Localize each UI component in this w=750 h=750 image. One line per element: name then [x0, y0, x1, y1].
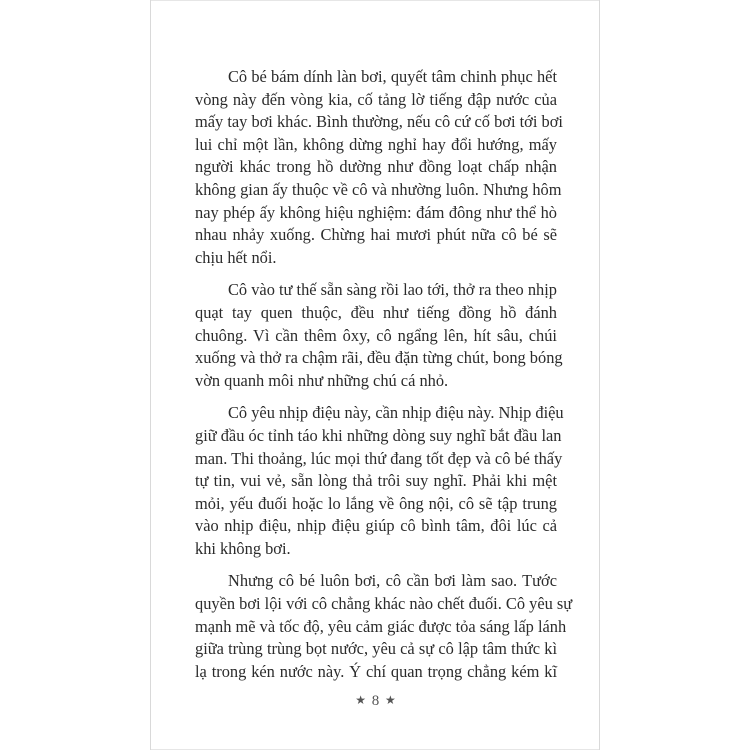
text-line: vào nhịp điệu, nhịp điệu giúp cô bình tâm, đôi lúc cả	[195, 516, 557, 536]
text-line: Cô yêu nhịp điệu này, cần nhịp điệu này. Nhịp điệu	[228, 403, 564, 423]
text-line: Cô bé bám dính làn bơi, quyết tâm chinh phục hết	[228, 67, 557, 86]
text-line: Cô vào tư thế sẵn sàng rồi lao tới, thở ra theo nhịp	[228, 280, 557, 300]
text-line: vờn quanh môi như những chú cá nhỏ.	[195, 370, 449, 390]
text-line: giữ đầu óc tỉnh táo khi những dòng suy nghĩ bắt đầu lan	[195, 425, 562, 445]
text-line: quạt tay quen thuộc, đều như tiếng đồng hồ đánh	[195, 302, 557, 322]
star-icon: ★	[355, 693, 367, 707]
body-text	[195, 66, 573, 693]
text-line: vòng này đến vòng kia, cố tảng lờ tiếng đập nước của	[195, 89, 557, 109]
text-line: chịu hết nổi.	[195, 247, 277, 267]
text-line: giữa trùng trùng bọt nước, yêu cả sự cô lập tâm thức kì	[195, 639, 557, 659]
text-line: mỏi, yếu đuối hoặc lo lắng về ông nội, cô sẽ tập trung	[195, 493, 557, 513]
text-line: man. Thi thoảng, lúc mọi thứ đang tốt đẹp và cô bé thấy	[195, 448, 563, 468]
page-edge-right	[599, 0, 600, 750]
text-line: mấy tay bơi khác. Bình thường, nếu cô cứ cố bơi tới bơi	[195, 112, 563, 132]
text-line: quyền bơi lội với cô chẳng khác nào chết đuối. Cô yêu sự	[195, 594, 573, 614]
text-line: người khác trong hồ dường như đồng loạt chấp nhận	[195, 157, 557, 177]
paragraph-3	[195, 402, 564, 560]
text-line: tự tin, vui vẻ, sẵn lòng thả trôi suy nghĩ. Phải khi mệt	[195, 471, 557, 491]
text-line: lạ trong kén nước này. Ý chí quan trọng chẳng kém kĩ	[195, 661, 557, 681]
text-line: khi không bơi.	[195, 538, 291, 558]
text-line: Nhưng cô bé luôn bơi, cô cần bơi làm sao. Tước	[228, 571, 557, 591]
page-edge-left	[150, 0, 151, 750]
text-line: nay phép ấy không hiệu nghiệm: đám đông như thể hò	[195, 202, 557, 222]
text-line: nhau nhảy xuống. Chừng hai mươi phút nữa cô bé sẽ	[195, 225, 557, 245]
paragraph-1	[195, 66, 563, 269]
text-line: xuống và thở ra chậm rãi, đều đặn từng chút, bong bóng	[195, 348, 563, 368]
paragraph-4	[195, 570, 573, 683]
text-line: mạnh mẽ và tốc độ, yêu cảm giác được tỏa sáng lấp lánh	[195, 616, 567, 636]
paragraph-2	[195, 279, 563, 392]
page-footer	[195, 693, 557, 710]
page-number: 8	[371, 693, 381, 709]
star-icon: ★	[385, 693, 397, 707]
text-line: lui chỉ một lần, không dừng nghỉ hay đổi hướng, mấy	[195, 134, 557, 154]
text-line: chuông. Vì cần thêm ôxy, cô ngẩng lên, hít sâu, chúi	[195, 325, 557, 345]
text-line: không gian ấy thuộc về cô và nhường luôn. Nhưng hôm	[195, 179, 562, 199]
